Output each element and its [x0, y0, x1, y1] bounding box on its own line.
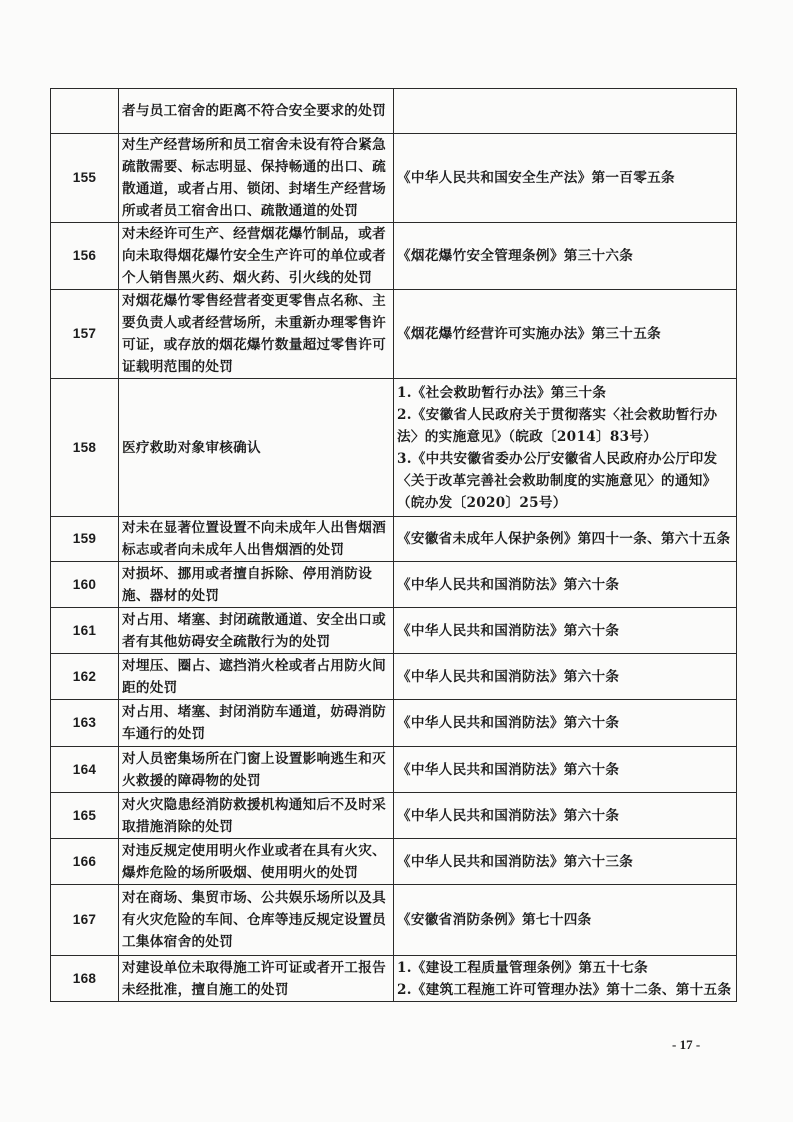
table-row	[51, 608, 737, 654]
table-row	[51, 700, 737, 747]
row-item: 医疗救助对象审核确认	[119, 379, 394, 517]
row-item: 对生产经营场所和员工宿舍未设有符合紧急疏散需要、标志明显、保持畅通的出口、疏散通道，或者占用、锁闭、封堵生产经营场所或者员工宿舍出口、疏散通道的处罚	[119, 134, 394, 223]
basis-line: 2.《建筑工程施工许可管理办法》第十二条、第十五条	[397, 981, 732, 998]
row-item: 对在商场、集贸市场、公共娱乐场所以及具有火灾危险的车间、仓库等违反规定设置员工集体宿舍的处罚	[119, 885, 394, 956]
row-basis	[394, 700, 737, 747]
table-row	[51, 839, 737, 885]
row-item: 对损坏、挪用或者擅自拆除、停用消防设施、器材的处罚	[119, 562, 394, 608]
table-row	[51, 793, 737, 839]
row-basis	[394, 839, 737, 885]
table-row	[51, 562, 737, 608]
row-number: 168	[51, 956, 119, 1002]
row-number: 160	[51, 562, 119, 608]
table-row	[51, 134, 737, 223]
basis-line: 《中华人民共和国消防法》第六十三条	[397, 853, 634, 870]
row-item: 对埋压、圈占、遮挡消火栓或者占用防火间距的处罚	[119, 654, 394, 700]
row-item: 对人员密集场所在门窗上设置影响逃生和灭火救援的障碍物的处罚	[119, 747, 394, 793]
row-basis	[394, 562, 737, 608]
row-basis	[394, 379, 737, 517]
row-number: 164	[51, 747, 119, 793]
row-number: 157	[51, 290, 119, 379]
row-basis	[394, 89, 737, 134]
table-row	[51, 747, 737, 793]
row-basis	[394, 290, 737, 379]
row-item: 对火灾隐患经消防救援机构通知后不及时采取措施消除的处罚	[119, 793, 394, 839]
basis-line: 1.《建设工程质量管理条例》第五十七条	[397, 959, 648, 976]
table-row	[51, 956, 737, 1002]
table-row	[51, 89, 737, 134]
page-number: - 17 -	[672, 1037, 701, 1052]
row-item: 对违反规定使用明火作业或者在具有火灾、爆炸危险的场所吸烟、使用明火的处罚	[119, 839, 394, 885]
row-number: 162	[51, 654, 119, 700]
row-item: 对建设单位未取得施工许可证或者开工报告未经批准，擅自施工的处罚	[119, 956, 394, 1002]
row-basis	[394, 223, 737, 290]
row-basis	[394, 885, 737, 956]
basis-line: 《中华人民共和国消防法》第六十条	[397, 807, 620, 824]
row-number: 166	[51, 839, 119, 885]
table-row	[51, 379, 737, 517]
basis-line: 1.《社会救助暂行办法》第三十条	[397, 384, 607, 401]
row-item: 对占用、堵塞、封闭消防车通道，妨碍消防车通行的处罚	[119, 700, 394, 747]
row-item: 对未经许可生产、经营烟花爆竹制品，或者向未取得烟花爆竹安全生产许可的单位或者个人销售黑火药、烟火药、引火线的处罚	[119, 223, 394, 290]
table-row	[51, 290, 737, 379]
basis-line: 3.《中共安徽省委办公厅安徽省人民政府办公厅印发〈关于改革完善社会救助制度的实施意见〉的通知》（皖办发〔2020〕25号）	[397, 450, 718, 511]
basis-line: 《中华人民共和国安全生产法》第一百零五条	[397, 170, 675, 186]
penalty-table	[50, 88, 737, 1002]
row-item: 对占用、堵塞、封闭疏散通道、安全出口或者有其他妨碍安全疏散行为的处罚	[119, 608, 394, 654]
basis-line: 《中华人民共和国消防法》第六十条	[397, 715, 620, 731]
row-number: 156	[51, 223, 119, 290]
table-row	[51, 223, 737, 290]
table-row	[51, 517, 737, 562]
row-number: 158	[51, 379, 119, 517]
basis-line: 《烟花爆竹经营许可实施办法》第三十五条	[397, 326, 661, 342]
basis-line: 《中华人民共和国消防法》第六十条	[397, 668, 620, 685]
row-item: 对烟花爆竹零售经营者变更零售点名称、主要负责人或者经营场所，未重新办理零售许可证，或存放的烟花爆竹数量超过零售许可证载明范围的处罚	[119, 290, 394, 379]
basis-line: 《中华人民共和国消防法》第六十条	[397, 576, 620, 593]
table-row	[51, 654, 737, 700]
basis-line: 《安徽省未成年人保护条例》第四十一条、第六十五条	[397, 531, 731, 547]
row-basis	[394, 793, 737, 839]
row-basis	[394, 747, 737, 793]
row-basis	[394, 517, 737, 562]
basis-line: 《烟花爆竹安全管理条例》第三十六条	[397, 248, 634, 264]
basis-line: 《中华人民共和国消防法》第六十条	[397, 761, 620, 778]
row-basis	[394, 654, 737, 700]
row-number: 161	[51, 608, 119, 654]
basis-line: 《中华人民共和国消防法》第六十条	[397, 622, 620, 639]
basis-line: 2.《安徽省人民政府关于贯彻落实〈社会救助暂行办法〉的实施意见》（皖政〔2014〕83号）	[397, 406, 718, 445]
row-item: 者与员工宿舍的距离不符合安全要求的处罚	[119, 89, 394, 134]
row-number: 163	[51, 700, 119, 747]
row-number	[51, 89, 119, 134]
row-basis	[394, 956, 737, 1002]
basis-line: 《安徽省消防条例》第七十四条	[397, 912, 592, 928]
row-number: 155	[51, 134, 119, 223]
row-number: 165	[51, 793, 119, 839]
row-basis	[394, 608, 737, 654]
row-number: 167	[51, 885, 119, 956]
row-number: 159	[51, 517, 119, 562]
row-item: 对未在显著位置设置不向未成年人出售烟酒标志或者向未成年人出售烟酒的处罚	[119, 517, 394, 562]
table-row	[51, 885, 737, 956]
row-basis	[394, 134, 737, 223]
